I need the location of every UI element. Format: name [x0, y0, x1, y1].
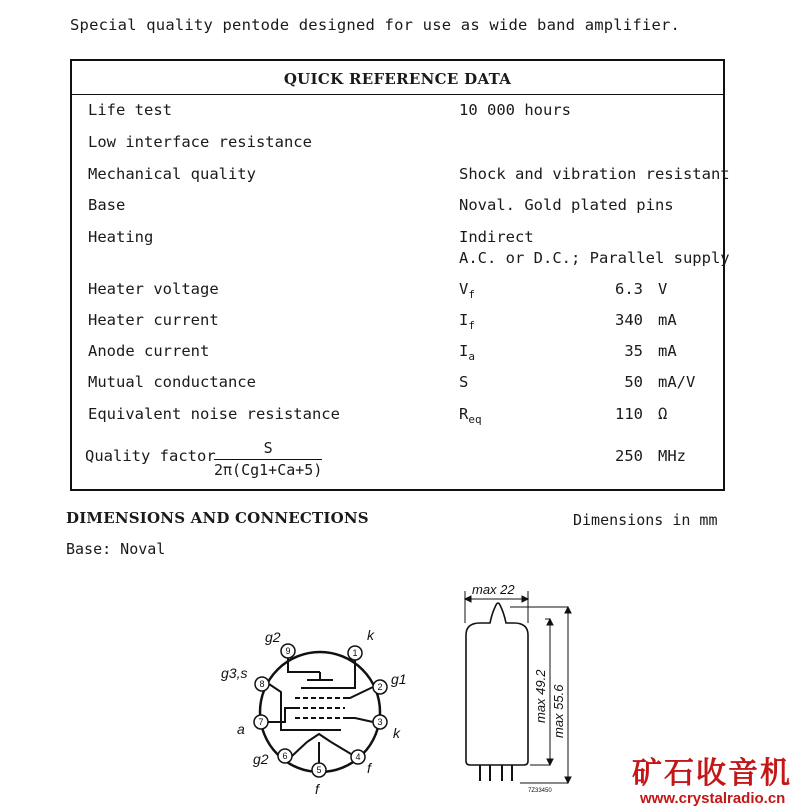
- svg-text:2: 2: [377, 682, 383, 692]
- pin-label: g2: [265, 629, 281, 645]
- quick-reference-table: QUICK REFERENCE DATA Life test 10 000 hours Low interface resistance Mechanical quality Shock and vibration resistant Base Noval. Gold plated pins Heating Indirect A.C. or D.C.; Parallel supply Heater voltage $V_f$ 6.3 V Heater current $I_f$ 340 mA Anode current $I_a$ 35 mA Mutual conductance S 50 mA/V Equivalent noise resistance $R_{eq}$ 110 Ω Quality factor $\frac{S}{2\pi(Cg1+Ca+5)}$ 250 MHz: [70, 59, 725, 491]
- dimensions-title: DIMENSIONS AND CONNECTIONS: [66, 509, 369, 527]
- pin-label: k: [393, 725, 400, 741]
- svg-text:5: 5: [316, 765, 322, 775]
- quick-reference-title: QUICK REFERENCE DATA: [72, 61, 723, 95]
- watermark-url: www.crystalradio.cn: [640, 790, 786, 807]
- pin-label: f: [315, 781, 319, 797]
- base-type: Base: Noval: [66, 540, 166, 558]
- pin-label: k: [367, 627, 374, 643]
- pin-label: a: [237, 721, 245, 737]
- height-dimension-1: max 49.2: [533, 669, 548, 723]
- svg-text:9: 9: [285, 646, 291, 656]
- pin-label: g1: [391, 671, 407, 687]
- svg-text:6: 6: [282, 751, 288, 761]
- pin-label: g2: [253, 751, 269, 767]
- drawing-ref: 7Z33450: [528, 788, 552, 794]
- svg-text:4: 4: [355, 752, 361, 762]
- pin-connection-diagram: [215, 622, 415, 802]
- tube-outline-drawing: [450, 583, 590, 798]
- dimensions-unit-note: Dimensions in mm: [573, 511, 718, 529]
- intro-text: Special quality pentode designed for use as wide band amplifier.: [70, 16, 681, 34]
- watermark-logo: 矿石收音机: [632, 756, 792, 791]
- width-dimension: max 22: [472, 583, 515, 597]
- svg-text:8: 8: [259, 679, 265, 689]
- svg-text:3: 3: [377, 717, 383, 727]
- quality-factor-formula: $\frac{S}{2\pi(Cg1+Ca+5)}$: [214, 439, 323, 479]
- svg-text:7: 7: [258, 717, 264, 727]
- pin-label: g3,s: [221, 665, 248, 681]
- height-dimension-2: max 55.6: [551, 684, 566, 738]
- svg-text:1: 1: [352, 648, 358, 658]
- pin-label: f: [367, 760, 371, 776]
